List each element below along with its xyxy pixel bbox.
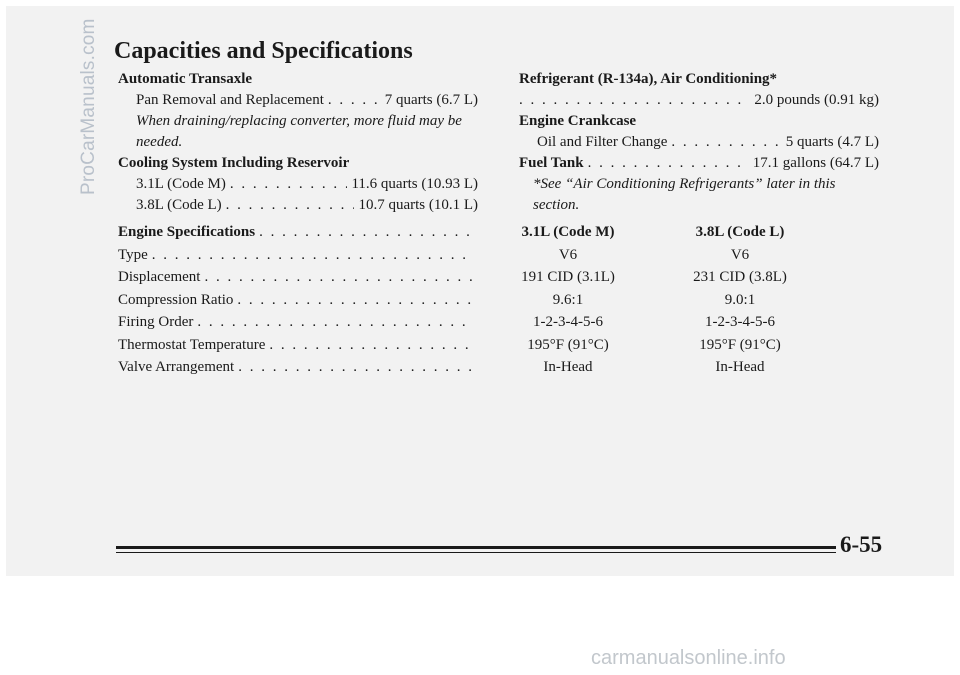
spec-label-valve: Valve Arrangement: [118, 359, 235, 375]
pan-replacement-value: 7 quarts (6.7 L): [384, 92, 478, 108]
transaxle-heading: Automatic Transaxle: [118, 71, 253, 87]
leader-dots: [237, 289, 474, 312]
footer-rule-thin: [116, 552, 836, 553]
engine-column-code-m: [488, 221, 648, 379]
spec-value: V6: [730, 246, 750, 263]
spec-value: 231 CID (3.8L): [693, 269, 787, 285]
engine-header-code-l: 3.8L (Code L): [695, 224, 785, 240]
cooling-row-code-l: [118, 195, 478, 216]
engine-header-code-m: 3.1L (Code M): [521, 224, 615, 240]
leader-dots: [328, 90, 381, 111]
oil-filter-row: [519, 132, 879, 153]
spec-label-thermostat: Thermostat Temperature: [118, 336, 266, 353]
fuel-tank-value: 17.1 gallons (64.7 L): [752, 155, 879, 171]
spec-label-type: Type: [118, 246, 148, 263]
spec-value: 195°F (91°C): [699, 336, 781, 353]
cooling-label-code-m: 3.1L (Code M): [136, 176, 226, 192]
leader-dots: [519, 90, 750, 111]
cooling-label-code-l: 3.8L (Code L): [136, 197, 222, 213]
leader-dots: [238, 356, 474, 379]
spec-row-valve: [118, 356, 478, 379]
cooling-value-code-m: 11.6 quarts (10.93 L): [351, 176, 478, 192]
crankcase-heading: Engine Crankcase: [519, 113, 637, 129]
spec-label-compression: Compression Ratio: [118, 291, 234, 308]
refrigerant-row: [519, 90, 879, 111]
leader-dots: [588, 153, 749, 174]
refrigerant-footnote: *See “Air Conditioning Refrigerants” later in this section.: [533, 176, 836, 213]
spec-label-firing-order: Firing Order: [118, 314, 194, 330]
converter-note: When draining/replacing converter, more fluid may be needed.: [136, 113, 462, 150]
spec-value: 1-2-3-4-5-6: [705, 314, 775, 330]
spec-heading-row: [118, 221, 478, 244]
leader-dots: [197, 311, 474, 334]
leader-dots: [230, 174, 348, 195]
spec-row-thermostat: [118, 334, 478, 357]
oil-filter-value: 5 quarts (4.7 L): [785, 134, 879, 150]
spec-value: In-Head: [543, 359, 593, 375]
spec-label-displacement: Displacement: [118, 269, 201, 285]
refrigerant-value: 2.0 pounds (0.91 kg): [754, 92, 879, 108]
cooling-value-code-l: 10.7 quarts (10.1 L): [358, 197, 478, 213]
cooling-row-code-m: [118, 174, 478, 195]
pan-replacement-row: [118, 90, 478, 111]
page-title: Capacities and Specifications: [114, 38, 413, 64]
spec-value: 1-2-3-4-5-6: [533, 314, 603, 330]
leader-dots: [204, 266, 474, 289]
engine-specs-heading: Engine Specifications: [118, 224, 256, 240]
left-column: [118, 69, 478, 216]
cooling-heading: Cooling System Including Reservoir: [118, 155, 350, 171]
spec-row-firing-order: [118, 311, 478, 334]
spec-row-displacement: [118, 266, 478, 289]
spec-value: 9.6:1: [552, 291, 584, 308]
leader-dots: [259, 221, 474, 244]
page-number: 6-55: [840, 532, 883, 557]
right-column: [519, 69, 879, 216]
spec-row-type: [118, 244, 478, 267]
spec-value: 195°F (91°C): [527, 336, 609, 353]
side-watermark: ProCarManuals.com: [78, 18, 99, 195]
leader-dots: [226, 195, 355, 216]
spec-value: In-Head: [715, 359, 765, 375]
refrigerant-heading: Refrigerant (R-134a), Air Conditioning*: [519, 71, 778, 87]
bottom-watermark: carmanualsonline.info: [591, 647, 786, 669]
leader-dots: [152, 244, 474, 267]
fuel-tank-row: [519, 153, 879, 174]
spec-value: V6: [558, 246, 578, 263]
engine-spec-labels: [118, 221, 478, 379]
oil-filter-label: Oil and Filter Change: [537, 134, 668, 150]
spec-value: 9.0:1: [724, 291, 756, 308]
pan-replacement-label: Pan Removal and Replacement: [136, 92, 324, 108]
spec-value: 191 CID (3.1L): [521, 269, 615, 285]
footer-rule: [116, 546, 836, 549]
engine-column-code-l: [660, 221, 820, 379]
leader-dots: [671, 132, 781, 153]
leader-dots: [269, 334, 474, 357]
fuel-tank-label: Fuel Tank: [519, 155, 584, 171]
spec-row-compression: [118, 289, 478, 312]
